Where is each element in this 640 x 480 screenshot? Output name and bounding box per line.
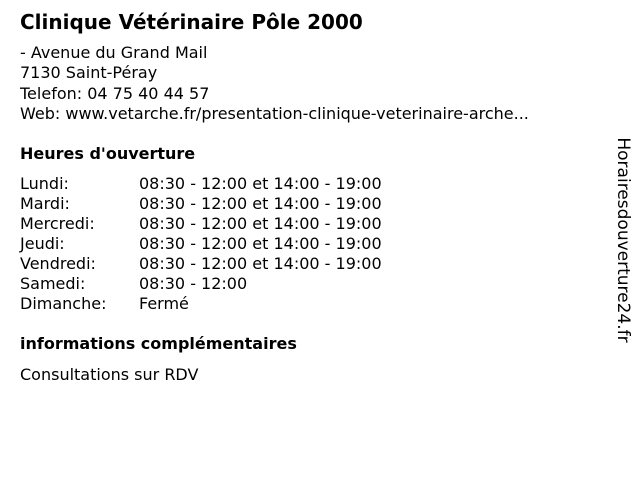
day-label: Lundi: — [20, 174, 69, 193]
day-label: Dimanche: — [20, 294, 107, 313]
opening-hours-heading: Heures d'ouverture — [20, 144, 196, 163]
address-city: 7130 Saint-Péray — [20, 63, 158, 82]
time-value: Fermé — [139, 294, 189, 313]
additional-info-text: Consultations sur RDV — [20, 365, 199, 384]
address-street: - Avenue du Grand Mail — [20, 43, 208, 62]
day-label: Mercredi: — [20, 214, 95, 233]
time-value: 08:30 - 12:00 et 14:00 - 19:00 — [139, 254, 382, 273]
site-watermark: Horairesdouverture24.fr — [613, 137, 633, 343]
phone-number: Telefon: 04 75 40 44 57 — [20, 84, 210, 103]
clinic-name: Clinique Vétérinaire Pôle 2000 — [20, 10, 363, 34]
day-label: Samedi: — [20, 274, 86, 293]
day-label: Vendredi: — [20, 254, 96, 273]
additional-info-heading: informations complémentaires — [20, 334, 297, 353]
day-label: Jeudi: — [20, 234, 65, 253]
time-value: 08:30 - 12:00 et 14:00 - 19:00 — [139, 234, 382, 253]
time-value: 08:30 - 12:00 — [139, 274, 248, 293]
time-value: 08:30 - 12:00 et 14:00 - 19:00 — [139, 214, 382, 233]
time-value: 08:30 - 12:00 et 14:00 - 19:00 — [139, 194, 382, 213]
website-link[interactable]: Web: www.vetarche.fr/presentation-clinique-veterinaire-arche... — [20, 104, 529, 123]
time-value: 08:30 - 12:00 et 14:00 - 19:00 — [139, 174, 382, 193]
day-label: Mardi: — [20, 194, 70, 213]
